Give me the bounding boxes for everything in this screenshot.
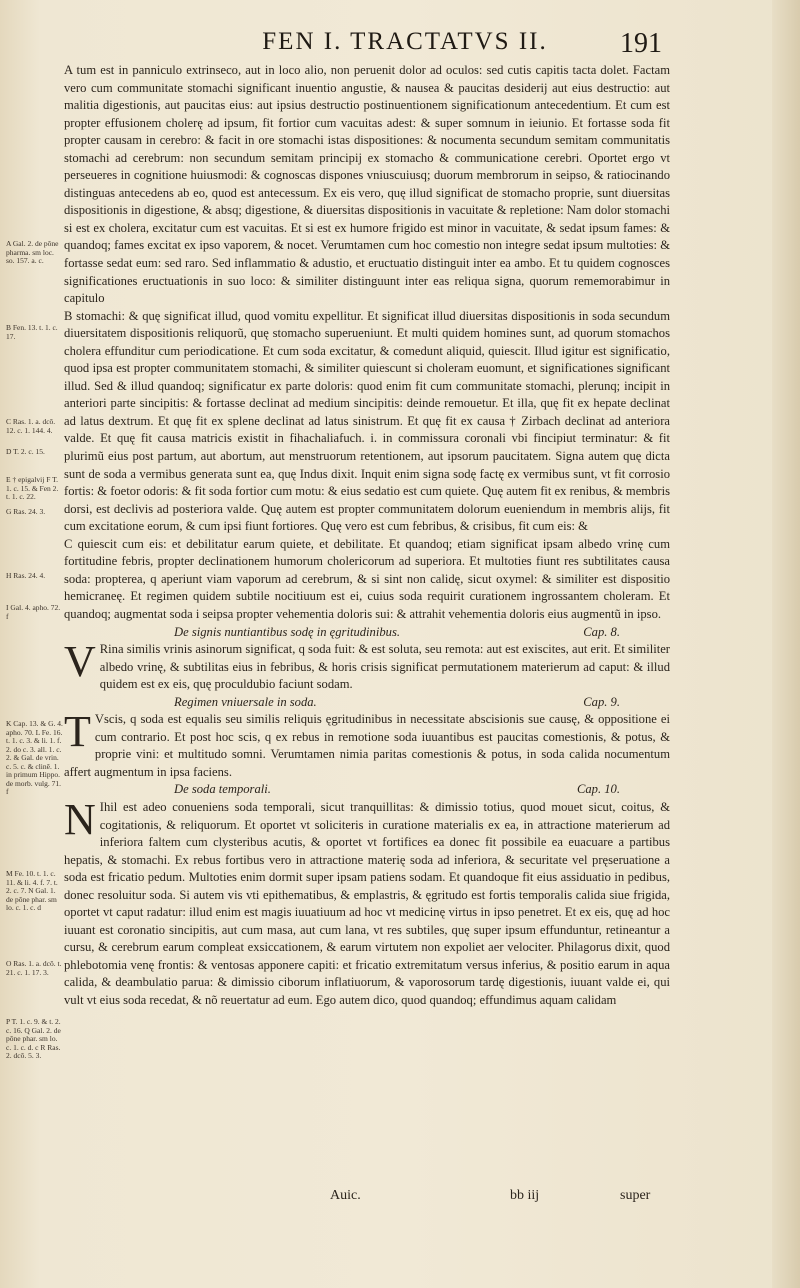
running-title: FEN I. TRACTATVS II. — [262, 28, 548, 55]
margin-note-a: A Gal. 2. de pōne pharma. sm loc. so. 157. a. c. — [6, 239, 59, 265]
signature-mark: bb iij — [510, 1188, 540, 1203]
chapter-number: Cap. 8. — [583, 624, 620, 639]
margin-note-kl: K Cap. 13. & G. 4. apho. 70. L Fe. 16. t. 1. c. 3. & li. 1. f. 2. do c. 3. all. 1. c. 2. & Gal. de vrin. c. 5. c. & clinē. 1. in primum Hippo. de morb. vulg. 71. f — [6, 719, 63, 796]
chapter-number: Cap. 9. — [583, 694, 620, 709]
paragraph: A tum est in panniculo extrinseco, aut in loco alio, non peruenit dolor ad oculos: sed cutis capitis tacta dolet. Factam vero cum communitate stomachi significant inuentio angustie, & nausea & paucitas desiderij aut eius destructio: aut malitia digestionis, aut paucitas eius: aut ipsius destructio postinuentionem significationum antecedentium. Et cum est propter effusionem cholerę ad ipsum, fit fortior cum vacuitas adest: & super somnum in ieiunio. Et fortasse soda fit propter causam in cerebro: & facit in ore stomachi istas dispositiones: & nocumenta secundum semitam communitatis stomachi ad cerebrum: non secundum semitam principij ex stomacho & communicatione cerebri. Oportet ergo vt perseueres in cognitione huiusmodi: & cognoscas dispones vniuscuiusq; duorum membrorum in seipso, & ratiocinando distinguas antecedens ab eo, quod est antecessum. Ex eis vero, quę illud significat de stomacho proprie, sunt diuersitas dispositionis in digestione, & absq; digestione, & diuersitas dispositionis in vacuitate & repletione: Nam dolor stomachi si est ex cholera, excitatur cum est vacuitas. Et si est ex humore frigido est minor in vacuitate, & sedat ipsum fames: & quandoq; fames excitat ex ipso vaporem, & nocet. Verumtamen cum hoc comestio non integre sedat ipsum multoties: & fortasse sedat eum: sed raro. Sed inflammatio & adustio, et eructuatio distinguit inter ea ambo. Et tu quidem cognosces significationes eructuationis in suo loco: & similiter distinguunt inter eas reliqua signa, quorum rememorabimur in capitulo — [64, 63, 670, 306]
catchline — [0, 1188, 800, 1212]
page-number: 191 — [620, 28, 662, 59]
page-edge — [772, 0, 800, 1288]
chapter-heading — [64, 694, 670, 712]
chapter-number: Cap. 10. — [576, 782, 620, 797]
main-text-column — [64, 62, 670, 1010]
chapter-title: De signis nuntiantibus sodę in ęgritudinibus. — [174, 624, 400, 639]
margin-note-c: C Ras. 1. a. dcō. 12. c. 1. 144. 4. — [6, 417, 56, 435]
margin-note-b: B Fen. 13. t. 1. c. 17. — [6, 323, 58, 341]
margin-note-mn: M Fe. 10. t. 1. c. 11. & li. 4. f. 7. t. 2. c. 7. N Gal. 1. de pōne phar. sm lo. c. 1. c. d — [6, 869, 58, 912]
paragraph: B stomachi: & quę significat illud, quod vomitu expellitur. Et significat illud diuersitas dispositionis in soda secundum diuersitatem dispositionis reliquorũ, quę stomacho superueniunt. Et multi quidem homines sunt, ad quorum stomachos cholera effunditur cum periodicatione. Et cum soda excitatur, & comedunt aliquid, quiescit. Illud igitur est significatio, quod ipsa est propter communitatem stomachi, & similiter quiescunt si choleram euomunt, et significationes significant illud. Sed & illud quandoq; significatur ex parte doloris: quod enim fit cum communitate stomachi, plerunq; incipit in anteriori parte sincipitis: & fortasse declinat ad medium sincipitis: deinde remouetur. Et illa, quę fit ex hepate declinat ad latus dextrum. Et quę fit ex splene declinat ad latus sinistrum. Et quę fit ex causa † Zirbach declinat ad anteriora valde. Et quę fit causa matricis existit in fihachaliafuch. i. in commissura coronali vbi fincipiut terminatur: & fit plurimũ eius post partum, aut abortum, aut menstruorum retentionem, aut ipsorum paucitatem. Signa autem quę dicta sunt de soda a vermibus generata sunt ea, quę Indus dixit. Inquit enim signa sodę factę ex vermibus sunt, vt fit corrosio fortis: & foetor odoris: & fit soda fortior cum motu: & eius sedatio est cum quiete. Quę autem fit ex renibus, & membris dorsi, est declivis ad posteriora valde. Quę autem est propter communitatem dolorum eueniendum in membris alijs, fit cum excitatione eorum, & cum ipsi fiunt fortiores. Quę vero est cum febribus, & crisibus, fit cum eis: & — [64, 308, 670, 534]
chapter-heading — [64, 624, 670, 642]
catchline-author: Auic. — [330, 1188, 361, 1203]
catchword: super — [620, 1188, 651, 1203]
chapter-body: T Vscis, q soda est equalis seu similis reliquis ęgritudinibus in necessitate abscisionis sue causę, & oppositione ei cum contrario. Et post hoc scis, q ex rebus in remotione soda iuuantibus est paucitas comestionis, & potus, & proprie vini: et multitudo somni. Verumtamen nimia paritas comestionis & potus, in soda calida nocumentum affert augmentum in ipsa faciens. — [64, 707, 670, 779]
drop-cap: N — [64, 794, 96, 844]
chapter-title: De soda temporali. — [174, 782, 271, 797]
chapter-body: N Ihil est adeo conueniens soda temporali, sicut tranquillitas: & dimissio totius, quod mouet sicut, coitus, & cogitationis, & reliquorum. Et oportet vt soliciteris in curatione materialis ex ea, in attractione materierum ad inferiora faltem cum clysteribus acutis, & oportet vt fortifices ea donec fit possibile ea euacuare a partibus hepatis, & stomachi. Ex rebus fortibus vero in attractione materię soda ad inferiora, & securitate vel pręseruatione a soda est fricatio pedum. Multoties enim dormit super ipsam patiens sodam. Et quandoque fit eius assiduatio in pedibus, donec resoluitur soda. Si autem vis vti epithematibus, & emplastris, & ęgritudo est fortis temporalis calida siue frigida, oportet vt caput radatur: illud enim est magis iuuatiuum ad hoc vt medicinę virtus in ipso penetret. Et ex eis, quę ad hoc iuuant est coronatio sincipitis, aut cum masa, aut cum lana, vt res subtiles, quę super ipsum effunduntur, retineantur a cursu, & cerebrum earum compleat exsiccationem, & earum virtutem non expoliet aer velociter. Philagorus dixit, quod phlebotomia venę frontis: & ventosas apponere capiti: et fricatio extremitatum versus inferius, & positio earum in aqua calida, & deambulatio parua: & dimissio ciborum inflatiuorum, & vaporosorum tardę digestionis, iuuant valde ei, qui vult vt eius soda recedat, & nõ reuertatur ad eum. Ego autem dico, quod quandoq; effundimus aquam calidam — [64, 794, 670, 1007]
margin-note-o: O Ras. 1. a. dcō. t. 21. c. 1. 17. 3. — [6, 959, 62, 977]
drop-cap: V — [64, 637, 96, 687]
drop-cap: T — [64, 707, 91, 757]
margin-note-d: D T. 2. c. 15. — [6, 447, 45, 456]
chapter-title: Regimen vniuersale in soda. — [174, 694, 317, 709]
paragraph: C quiescit cum eis: et debilitatur earum quiete, et debilitate. Et quandoq; etiam significat ipsam albedo vrinę cum fortitudine febris, propter declinationem humorum cholericorum ad superiora. Et multoties fiunt res subtilitates causa soda: propterea, q aperiunt viam vaporum ad cerebrum, & si sint non calidę, sicut oxymel: & similiter est dispositio hemicraneę. Et regimen quidem subtile nocitiuum est ei, cuius soda requirit curationem ingrossantem choleram. Et quandoq; augmentat soda i seipsa propter vehementia doloris sui: & attrahit vehementia doloris eius augmentũ in ipso. — [64, 536, 670, 621]
chapter-heading — [64, 781, 670, 799]
margin-note-i: I Gal. 4. apho. 72. f — [6, 603, 61, 621]
margin-note-pqr: P T. 1. c. 9. & t. 2. c. 16. Q Gal. 2. de pōne phar. sm lo. c. 1. c. d. c R Ras. 2. dcō. 5. 3. — [6, 1017, 61, 1060]
margin-note-g: G Ras. 24. 3. — [6, 507, 46, 516]
chapter-body: V Rina similis vrinis asinorum significat, q soda fuit: & est soluta, seu remota: aut est exiscites, aut erit. Et similiter albedo vrinę, & subtilitas eius in febribus, & horis crisis significat permutationem materierum ad caput: & illud quidem est ex eis, quę proculdubio faciunt sodam. — [64, 637, 670, 692]
margin-note-h: H Ras. 24. 4. — [6, 571, 46, 580]
margin-note-ef: E † epigalvij F T. 1. c. 15. & Fen 2. t. 1. c. 22. — [6, 475, 59, 501]
